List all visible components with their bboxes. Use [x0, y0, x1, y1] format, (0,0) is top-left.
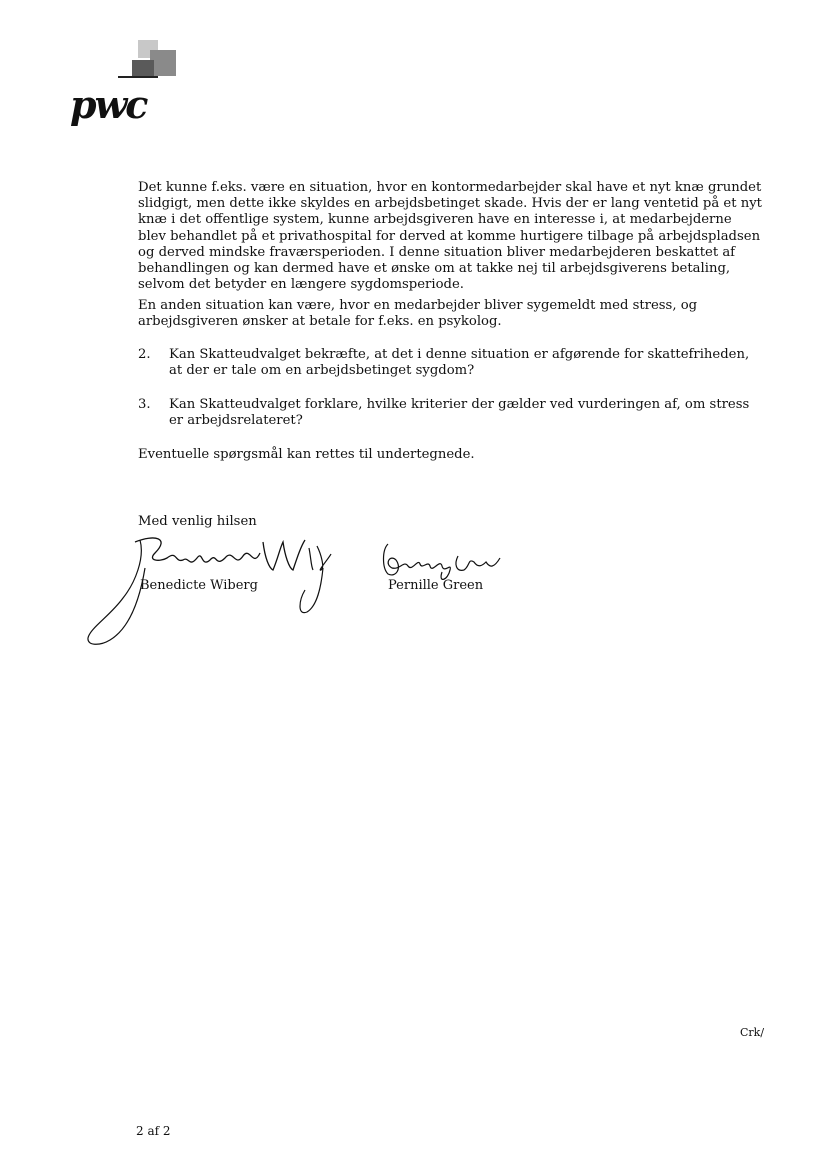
question-text: Kan Skatteudvalget forklare, hvilke kriterier der gælder ved vurderingen af, om stress er arbejdsrelateret?	[169, 397, 750, 429]
page-number: 2 af 2	[136, 1124, 171, 1138]
signatory-name-pernille: Pernille Green	[388, 578, 484, 593]
question-number: 3.	[138, 397, 151, 412]
signatory-name-benedicte: Benedicte Wiberg	[140, 578, 258, 593]
paragraph-stress-example: En anden situation kan være, hvor en medarbejder bliver sygemeldt med stress, og arbejdsgiveren ønsker at betale for f.eks. en psykolog.	[138, 298, 698, 330]
logo-wordmark: pwc	[70, 82, 147, 127]
closing-line: Eventuelle spørgsmål kan rettes til undertegnede.	[138, 447, 475, 462]
logo-line	[118, 76, 158, 78]
pwc-logo	[70, 40, 190, 130]
paragraph-knee-example: Det kunne f.eks. være en situation, hvor en kontormedarbejder skal have et nyt knæ grundet slidgigt, men dette ikke skyldes en arbejdsbetinget skade. Hvis der er lang ventetid på et nyt knæ i det offentlige system, kunne arbejdsgiveren have en interesse i, at medarbejderne blev behandlet på et privathospital for derved at komme hurtigere tilbage på arbejdspladsen og derved mindske fraværsperioden. I denne situation bliver medarbejderen beskattet af behandlingen og kan dermed have et ønske om at takke nej til arbejdsgiverens betaling, selvom det betyder en længere sygdomsperiode.	[138, 180, 762, 293]
question-text: Kan Skatteudvalget bekræfte, at det i denne situation er afgørende for skattefriheden, at der er tale om en arbejdsbetinget sygdom?	[169, 347, 750, 379]
greeting: Med venlig hilsen	[138, 514, 257, 529]
question-number: 2.	[138, 347, 151, 362]
reference-initials: Crk/	[740, 1026, 765, 1039]
